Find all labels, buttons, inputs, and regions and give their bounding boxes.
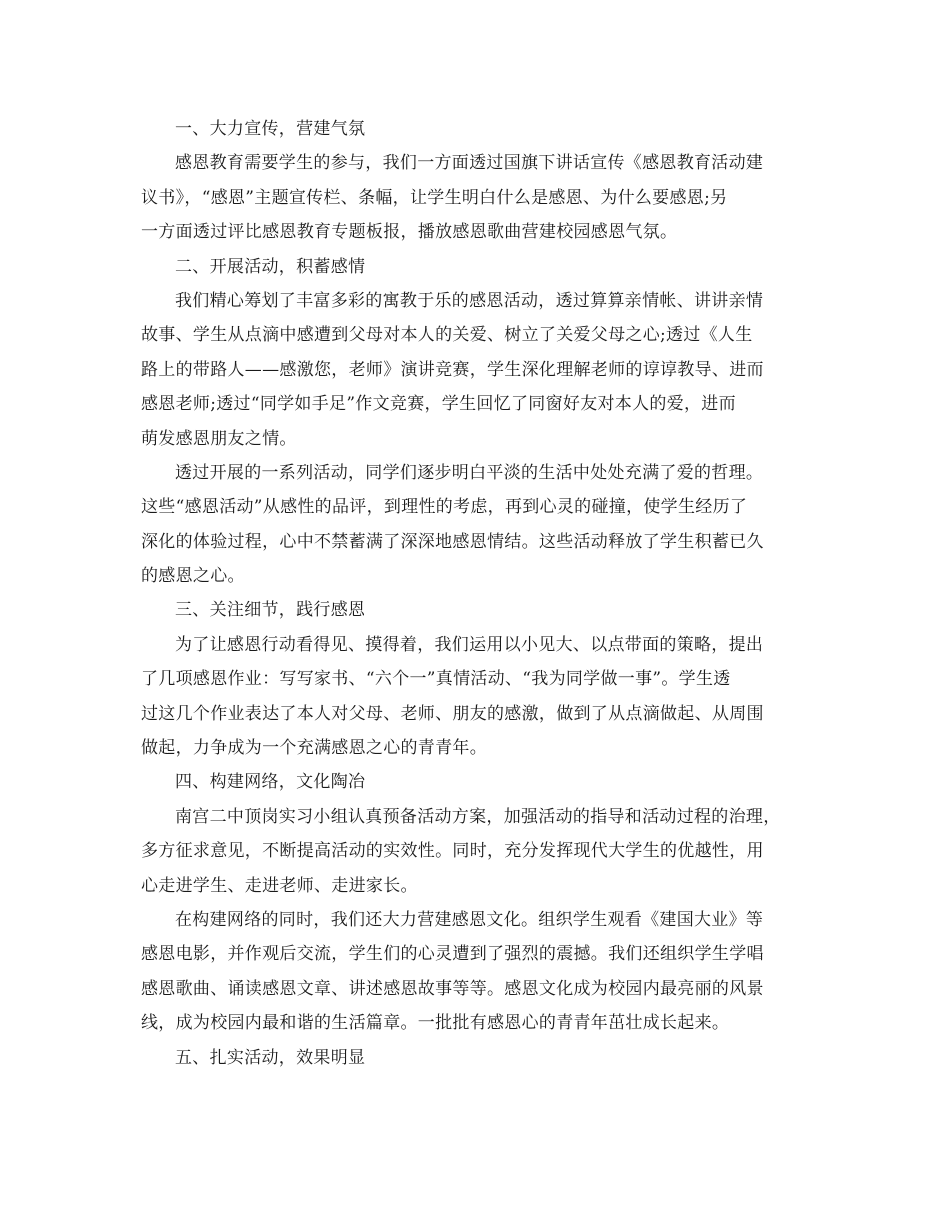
paragraph-line: 的感恩之心。: [141, 566, 245, 587]
document-body: [141, 112, 830, 1075]
paragraph-line: 一方面透过评比感恩教育专题板报，播放感恩歌曲营建校园感恩气氛。: [141, 222, 678, 243]
paragraph-line: 路上的带路人——感激您，老师》演讲竞赛，学生深化理解老师的谆谆教导、进而: [141, 359, 764, 380]
paragraph-line: 深化的体验过程，心中不禁蓄满了深深地感恩情结。这些活动释放了学生积蓄已久: [141, 531, 764, 552]
paragraph-line: 做起，力争成为一个充满感恩之心的青青年。: [141, 738, 487, 759]
paragraph-start-line: 透过开展的一系列活动，同学们逐步明白平淡的生活中处处充满了爱的哲理。: [175, 462, 764, 483]
paragraph-start-line: 三、关注细节，践行感恩: [175, 600, 366, 621]
paragraph-line: 多方征求意见，不断提高活动的实效性。同时，充分发挥现代大学生的优越性，用: [141, 841, 764, 862]
paragraph-start-line: 为了让感恩行动看得见、摸得着，我们运用以小见大、以点带面的策略，提出: [175, 634, 764, 655]
paragraph-start-line: 感恩教育需要学生的参与，我们一方面透过国旗下讲话宣传《感恩教育活动建: [175, 153, 764, 174]
paragraph-line: 感恩电影，并作观后交流，学生们的心灵遭到了强烈的震撼。我们还组织学生学唱: [141, 944, 764, 965]
paragraph-line: 了几项感恩作业：写写家书、“六个一”真情活动、“我为同学做一事”。学生透: [141, 669, 731, 690]
paragraph-line: 线，成为校园内最和谐的生活篇章。一批批有感恩心的青青年茁壮成长起来。: [141, 1013, 730, 1034]
paragraph-start-line: 二、开展活动，积蓄感情: [175, 256, 366, 277]
paragraph-line: 感恩歌曲、诵读感恩文章、讲述感恩故事等等。感恩文化成为校园内最亮丽的风景: [141, 978, 764, 999]
paragraph-start-line: 在构建网络的同时，我们还大力营建感恩文化。组织学生观看《建国大业》等: [175, 909, 764, 930]
paragraph-line: 这些“感恩活动”从感性的品评，到理性的考虑，再到心灵的碰撞，使学生经历了: [141, 497, 748, 518]
paragraph-start-line: 一、大力宣传，营建气氛: [175, 119, 366, 139]
paragraph-line: 感恩老师;透过“同学如手足”作文竞赛，学生回忆了同窗好友对本人的爱，进而: [141, 394, 736, 415]
paragraph-line: 议书》，“感恩”主题宣传栏、条幅，让学生明白什么是感恩、为什么要感恩;另: [141, 187, 728, 208]
paragraph-start-line: 五、扎实活动，效果明显: [175, 1047, 366, 1068]
paragraph-line: 故事、学生从点滴中感遭到父母对本人的关爱、树立了关爱父母之心;透过《人生: [141, 325, 753, 346]
paragraph-start-line: 四、构建网络，文化陶冶: [175, 772, 366, 793]
paragraph-line: 过这几个作业表达了本人对父母、老师、朋友的感激，做到了从点滴做起、从周围: [141, 703, 764, 724]
paragraph-start-line: 我们精心筹划了丰富多彩的寓教于乐的感恩活动，透过算算亲情帐、讲讲亲情: [175, 290, 764, 311]
paragraph-line: 心走进学生、走进老师、走进家长。: [141, 875, 418, 896]
paragraph-line: 萌发感恩朋友之情。: [141, 428, 297, 449]
paragraph-start-line: 南宫二中顶岗实习小组认真预备活动方案，加强活动的指导和活动过程的治理，: [175, 806, 781, 827]
